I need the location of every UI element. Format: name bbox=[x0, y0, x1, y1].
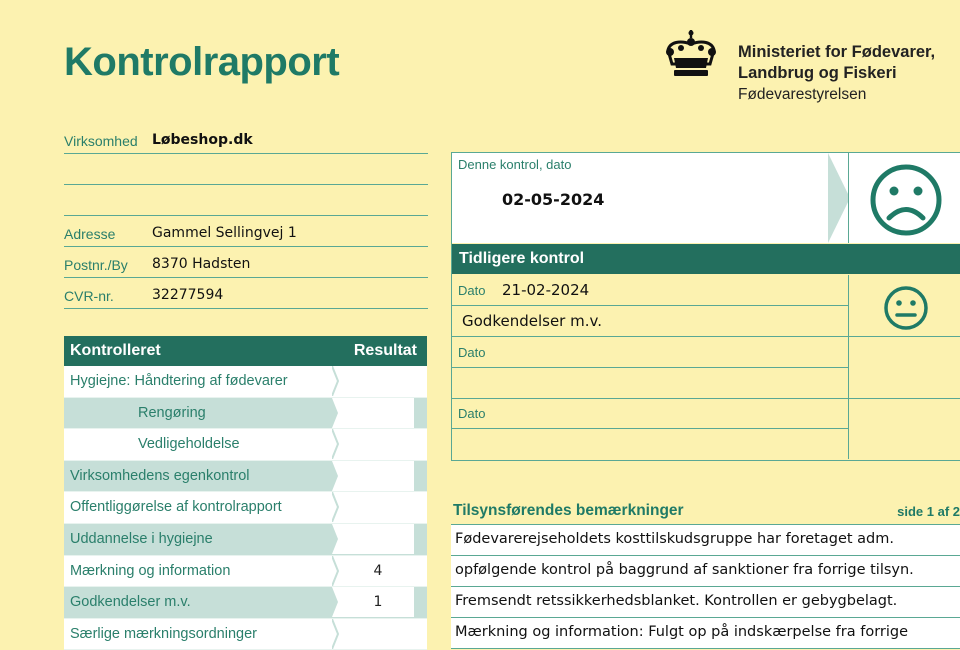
company-label: Virksomhed bbox=[64, 133, 138, 149]
table-row bbox=[64, 461, 427, 493]
previous-smiley-cell-2 bbox=[848, 337, 960, 399]
address-label: Adresse bbox=[64, 226, 116, 242]
current-control-box bbox=[452, 153, 848, 243]
previous-date-label: Dato bbox=[458, 345, 486, 360]
sad-smiley-icon bbox=[849, 153, 960, 243]
previous-entry-3-note-row bbox=[452, 429, 848, 459]
current-control-date: 02-05-2024 bbox=[502, 190, 605, 209]
control-status-panel bbox=[451, 152, 960, 461]
row-result bbox=[342, 398, 414, 428]
postal-label: Postnr./By bbox=[64, 257, 128, 273]
company-value: Løbeshop.dk bbox=[152, 132, 253, 148]
cvr-row bbox=[64, 278, 428, 309]
chevron-right-icon bbox=[332, 398, 342, 428]
control-table-header bbox=[64, 336, 427, 366]
remarks-title: Tilsynsførendes bemærkninger bbox=[453, 502, 684, 519]
previous-note-value: Godkendelser m.v. bbox=[462, 312, 602, 330]
previous-date-label: Dato bbox=[458, 283, 486, 298]
postal-row bbox=[64, 247, 428, 278]
row-label: Hygiejne: Håndtering af fødevarer bbox=[70, 373, 288, 389]
table-row bbox=[64, 524, 427, 556]
postal-value: 8370 Hadsten bbox=[152, 256, 251, 272]
table-row bbox=[64, 556, 427, 588]
table-row bbox=[64, 366, 427, 398]
blank-row-1 bbox=[64, 154, 428, 185]
previous-entry-3-date-row bbox=[452, 398, 848, 429]
previous-entry-1-date-row bbox=[452, 275, 848, 306]
table-row bbox=[64, 587, 427, 619]
cvr-label: CVR-nr. bbox=[64, 288, 114, 304]
ministry-line-2: Landbrug og Fiskeri bbox=[738, 64, 897, 82]
previous-control-title: Tidligere kontrol bbox=[459, 250, 585, 267]
control-table bbox=[64, 336, 427, 650]
remarks-line bbox=[451, 556, 960, 587]
current-control-label: Denne kontrol, dato bbox=[458, 157, 572, 172]
previous-date-value: 21-02-2024 bbox=[502, 281, 590, 299]
chevron-right-icon bbox=[332, 461, 342, 491]
chevron-right-icon bbox=[332, 556, 342, 586]
previous-control-heading bbox=[452, 244, 960, 274]
remarks-line bbox=[451, 618, 960, 649]
previous-date-label: Dato bbox=[458, 406, 486, 421]
remarks-line-text: Mærkning og information: Fulgt op på indskærpelse fra forrige bbox=[455, 624, 909, 640]
report-title: Kontrolrapport bbox=[64, 40, 340, 84]
row-label: Virksomhedens egenkontrol bbox=[70, 467, 250, 484]
table-row bbox=[64, 398, 427, 430]
table-row bbox=[64, 619, 427, 650]
row-label: Offentliggørelse af kontrolrapport bbox=[70, 499, 282, 516]
remarks-line bbox=[451, 525, 960, 556]
row-label: Særlige mærkningsordninger bbox=[70, 625, 257, 642]
row-result bbox=[342, 461, 414, 491]
remarks-line bbox=[451, 587, 960, 618]
chevron-right-icon bbox=[332, 492, 342, 522]
remarks-line-text: Fødevarerejseholdets kosttilskudsgruppe har foretaget adm. bbox=[455, 531, 894, 547]
row-label: Uddannelse i hygiejne bbox=[70, 530, 213, 547]
previous-smiley-cell-3 bbox=[848, 398, 960, 459]
chevron-right-icon bbox=[332, 429, 342, 459]
chevron-right-icon bbox=[332, 587, 342, 617]
table-row bbox=[64, 492, 427, 524]
current-smiley-cell bbox=[848, 153, 960, 243]
remarks-line-text: Fremsendt retssikkerhedsblanket. Kontrollen er gebygbelagt. bbox=[455, 593, 898, 609]
agency-name: Fødevarestyrelsen bbox=[738, 86, 867, 103]
row-label: Mærkning og information bbox=[70, 562, 231, 579]
table-row bbox=[64, 429, 427, 461]
row-label: Rengøring bbox=[138, 404, 206, 421]
chevron-right-icon bbox=[332, 366, 342, 396]
row-label: Godkendelser m.v. bbox=[70, 594, 191, 611]
chevron-right-icon bbox=[332, 524, 342, 554]
crown-logo-icon bbox=[660, 28, 722, 80]
remarks-line-text: opfølgende kontrol på baggrund af sanktioner fra forrige tilsyn. bbox=[455, 562, 914, 578]
previous-entry-1-note-row bbox=[452, 306, 848, 337]
blank-row-2 bbox=[64, 185, 428, 216]
column-kontrolleret: Kontrolleret bbox=[70, 342, 161, 359]
row-result: 1 bbox=[342, 587, 414, 617]
address-value: Gammel Sellingvej 1 bbox=[152, 225, 297, 241]
row-result bbox=[342, 524, 414, 554]
previous-entry-2-note-row bbox=[452, 368, 848, 399]
neutral-smiley-icon bbox=[849, 275, 960, 336]
previous-smiley-cell bbox=[848, 275, 960, 337]
row-label: Vedligeholdelse bbox=[138, 436, 240, 453]
address-row bbox=[64, 216, 428, 247]
page-indicator: side 1 af 2 bbox=[897, 504, 960, 519]
ministry-name bbox=[738, 42, 935, 105]
ministry-line-1: Ministeriet for Fødevarer, bbox=[738, 43, 936, 61]
cvr-value: 32277594 bbox=[152, 287, 224, 303]
column-resultat: Resultat bbox=[353, 342, 417, 359]
previous-entry-2-date-row bbox=[452, 337, 848, 368]
chevron-right-icon bbox=[332, 619, 342, 649]
company-row bbox=[64, 123, 428, 154]
remarks-header bbox=[451, 500, 960, 525]
arrow-right-icon bbox=[828, 153, 850, 243]
row-result: 4 bbox=[373, 562, 383, 579]
